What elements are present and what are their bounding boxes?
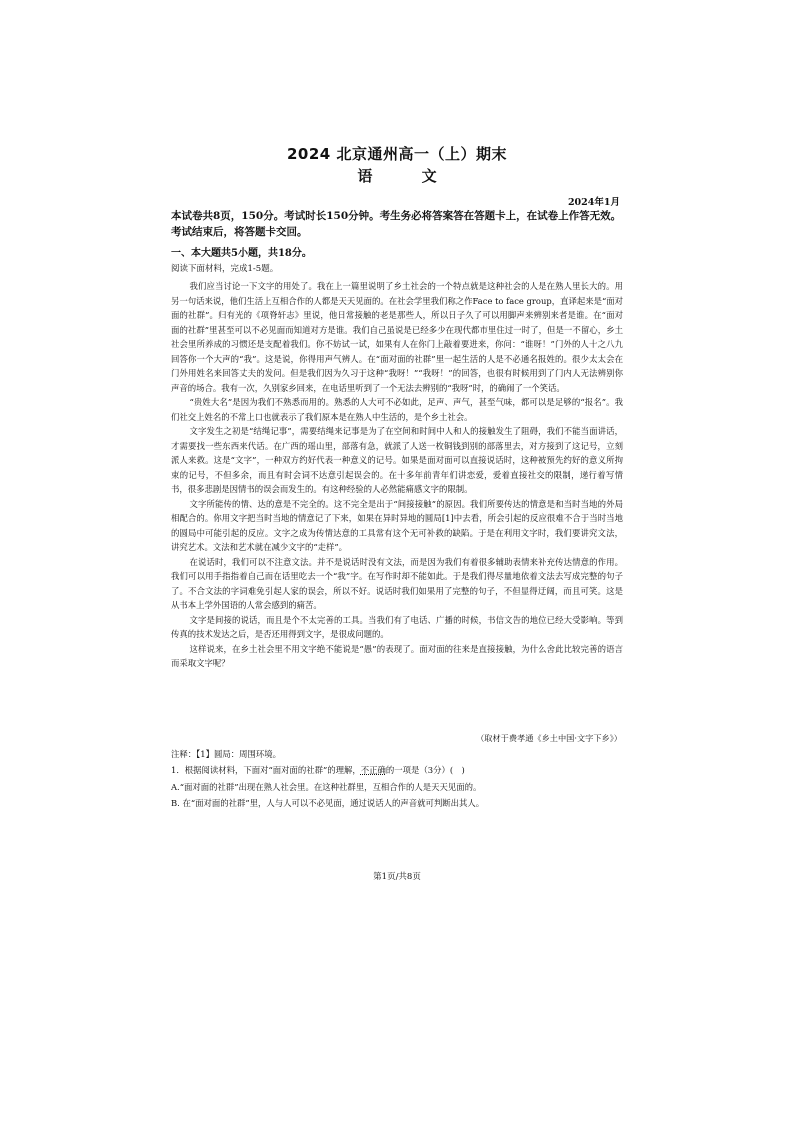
question-1-option-a: A.“面对面的社群”出现在熟人社会里。在这种社群里，互相合作的人是天天见面的。 xyxy=(171,782,482,792)
question-1-stem xyxy=(171,764,623,776)
exam-date: 2024年1月 xyxy=(567,197,620,208)
passage-paragraph: 这样说来，在乡土社会里不用文字绝不能说是“愚”的表现了。面对面的往来是直接接触，为什么舍此比较完善的语言而采取文字呢？ xyxy=(171,643,623,668)
passage-paragraph: 文字发生之初是“结绳记事”，需要结绳来记事是为了在空间和时间中人和人的接触发生了阻碍，我们不能当面讲话，才需要找一些东西来代话。在广西的瑶山里，部落有急，就派了人送一枚铜钱到别的部落里去，对方接到了这记号，立刻派人来救。这是“文字”，一种双方约好代表一种意义的记号。如果是面对面可以直接说话时，这种被预先约好的意义所拘束的记号，不但多余，而且有时会词不达意引起误会的。在十多年前青年们讲恋爱，爱着直接社交的限制，递行着写情书，很多悲剧是因情书的误会而发生的。有这种经验的人必然能痛感文字的限制。 xyxy=(171,426,623,494)
subject-title: 语 文 xyxy=(357,167,459,185)
question-stem-text: 的一项是（3分）( ) xyxy=(385,765,465,775)
passage-paragraph: “贵姓大名”是因为我们不熟悉而用的。熟悉的人大可不必如此，足声、声气，甚至气味，都可以是足够的“报名”。我们社交上姓名的不常上口也就表示了我们原本是在熟人中生活的，是个乡土社会。 xyxy=(171,397,623,422)
reading-lead: 阅读下面材料，完成1-5题。 xyxy=(171,264,279,274)
passage-paragraph: 文字所能传的情、达的意是不完全的。这不完全是出于“间接接触”的原因。我们所要传达的情意是和当时当地的外局相配合的。你用文字把当时当地的情意记了下来，如果在异时异地的圆局[1]中去看，所会引起的反应很难不合于当时当地的圆局中可能引起的反应。文字之成为传情达意的工具常有这个无可补救的缺陷。于是在利用文字时，我们要讲究文法，讲究艺术。文法和艺术就在减少文字的“走样”。 xyxy=(171,498,623,552)
passage-paragraph: 我们应当讨论一下文字的用处了。我在上一篇里说明了乡土社会的一个特点就是这种社会的人是在熟人里长大的。用另一句话来说，他们生活上互相合作的人都是天天见面的。在社会学里我们称之作Face to face group，直译起来是“面对面的社群”。归有光的《项脊轩志》里说，他日常接触的老是那些人，所以日子久了可以用脚声来辨别来者是谁。在“面对面的社群”里甚至可以不必见面而知道对方是谁。我们自己虽说是已经多少在现代都市里住过一时了，但是一不留心，乡土社会里所养成的习惯还是支配着我们。你不妨试一试，如果有人在你门上敲着要进来，你问：“谁呀！”门外的人十之八九回答你一个大声的“我”。这是说，你得用声气辨人。在“面对面的社群”里一起生活的人是不必通名报姓的。很少太太会在门外用姓名来回答丈夫的发问。但是我们因为久习于这种“我呀！”“我呀！”的回答，也很有时候用到了门内人无法辨别你声音的场合。我有一次，久别家乡回来，在电话里听到了一个无法去辨别的“我呀”时，的确闹了一个笑话。 xyxy=(171,281,623,393)
section-heading: 一、本大题共5小题，共18分。 xyxy=(171,248,312,259)
passage-note: 注释：【1】圆局：周围环境。 xyxy=(171,749,282,759)
reading-passage xyxy=(171,279,623,671)
question-1-option-b: B. 在“面对面的社群”里，人与人可以不必见面，通过说话人的声音就可判断出其人。 xyxy=(171,798,485,808)
question-emphasis: 不正确 xyxy=(360,765,386,775)
exam-title: 2024 北京通州高一（上）期末 xyxy=(287,145,507,163)
page-number: 第1页/共8页 xyxy=(373,872,421,882)
passage-paragraph: 文字是间接的说话，而且是个不太完善的工具。当我们有了电话、广播的时候，书信文告的地位已经大受影响。等到传真的技术发达之后，是否还用得到文字，是很成问题的。 xyxy=(171,614,623,639)
question-stem-text: 1．根据阅读材料，下面对“面对面的社群”的理解， xyxy=(171,765,361,775)
exam-instructions: 本试卷共8页，150分。考试时长150分钟。考生务必将答案答在答题卡上，在试卷上作答无效。考试结束后，将答题卡交回。 xyxy=(171,210,622,238)
passage-source: （取材于费孝通《乡土中国·文字下乡》） xyxy=(476,733,622,743)
passage-paragraph: 在说话时，我们可以不注意文法。并不是说话时没有文法，而是因为我们有着很多辅助表情来补充传达情意的作用。我们可以用手指指着自己而在话里吃去一个“我”字。在写作时却不能如此。于是我们得尽量地依着文法去写成完整的句子了。不合文法的字词难免引起人家的误会，所以不好。说话时我们如果用了完整的句子，不但显得迂阔，而且可笑。这是从书本上学外国语的人常会感到的痛苦。 xyxy=(171,556,623,610)
